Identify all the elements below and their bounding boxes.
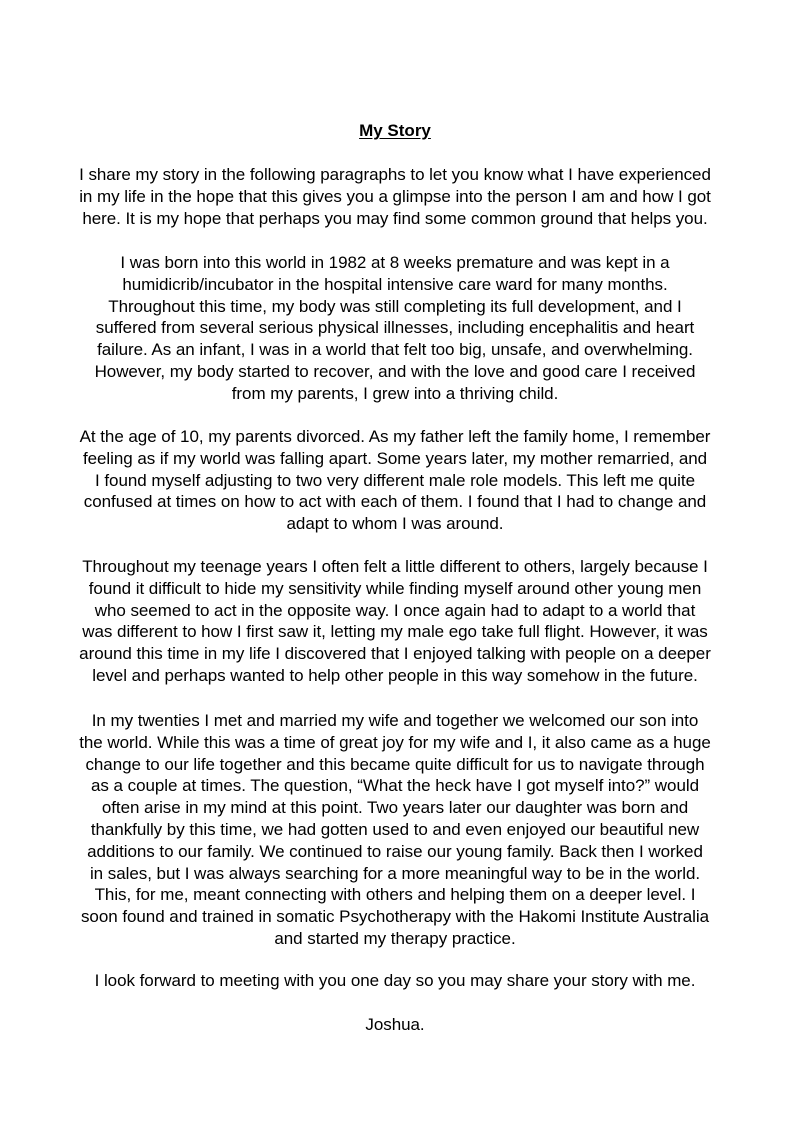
paragraph-line: However, my body started to recover, and with the love and good care I received (94, 361, 696, 381)
paragraph-line: the world. While this was a time of great joy for my wife and I, it also came as a huge (79, 732, 711, 752)
paragraph-line: change to our life together and this became quite difficult for us to navigate through (85, 754, 705, 774)
signature (20, 1014, 770, 1036)
paragraph-line: thankfully by this time, we had gotten used to and even enjoyed our beautiful new (90, 819, 700, 839)
paragraph-line: adapt to whom I was around. (286, 514, 504, 534)
paragraph-line: confused at times on how to act with each of them. I found that I had to change and (83, 492, 707, 512)
paragraph-line: additions to our family. We continued to raise our young family. Back then I worked (87, 841, 703, 861)
paragraph-line: was different to how I first saw it, letting my male ego take full flight. However, it was (82, 622, 708, 642)
paragraph-childhood (20, 426, 770, 535)
paragraph-line: This, for me, meant connecting with others and helping them on a deeper level. I (94, 885, 696, 905)
paragraph-line: I share my story in the following paragraphs to let you know what I have experienced (79, 165, 711, 184)
paragraph-line: humidicrib/incubator in the hospital intensive care ward for many months. (122, 274, 668, 294)
paragraph-line: I found myself adjusting to two very different male role models. This left me quite (95, 470, 695, 490)
paragraph-birth (20, 252, 770, 405)
paragraph-teenage (20, 556, 770, 687)
paragraph-twenties (20, 710, 770, 950)
paragraph-line: in my life in the hope that this gives you a glimpse into the person I am and how I got (79, 186, 711, 206)
paragraph-line: in sales, but I was always searching for a more meaningful way to be in the world. (89, 863, 701, 883)
paragraph-line: I was born into this world in 1982 at 8 weeks premature and was kept in a (120, 253, 670, 272)
paragraph-line: In my twenties I met and married my wife and together we welcomed our son into (91, 711, 699, 730)
paragraph-line: Throughout my teenage years I often felt a little different to others, largely because I (82, 557, 708, 576)
paragraph-line: as a couple at times. The question, “What the heck have I got myself into?” would (91, 776, 699, 796)
paragraph-line: failure. As an infant, I was in a world that felt too big, unsafe, and overwhelming. (97, 340, 693, 360)
paragraph-closing (20, 970, 770, 992)
paragraph-line: feeling as if my world was falling apart. Some years later, my mother remarried, and (82, 448, 708, 468)
paragraph-line: and started my therapy practice. (274, 928, 516, 948)
paragraph-line: here. It is my hope that perhaps you may find some common ground that helps you. (82, 208, 708, 228)
paragraph-line: level and perhaps wanted to help other people in this way somehow in the future. (92, 665, 698, 685)
paragraph-line: around this time in my life I discovered that I enjoyed talking with people on a deeper (79, 644, 711, 664)
paragraph-line: soon found and trained in somatic Psychotherapy with the Hakomi Institute Australia (80, 907, 710, 927)
paragraph-line: often arise in my mind at this point. Two years later our daughter was born and (101, 798, 689, 818)
paragraph-line: suffered from several serious physical illnesses, including encephalitis and heart (95, 318, 695, 338)
paragraph-intro (20, 164, 770, 229)
paragraph-line: who seemed to act in the opposite way. I once again had to adapt to a world that (94, 600, 696, 620)
paragraph-line: from my parents, I grew into a thriving child. (231, 383, 559, 403)
page-title: My Story (359, 121, 431, 140)
paragraph-line: found it difficult to hide my sensitivity while finding myself around other young men (88, 578, 702, 598)
paragraph-line: I look forward to meeting with you one day so you may share your story with me. (94, 971, 696, 990)
paragraph-line: Throughout this time, my body was still completing its full development, and I (108, 296, 682, 316)
signature-text: Joshua. (365, 1015, 425, 1034)
paragraph-line: At the age of 10, my parents divorced. As my father left the family home, I remember (79, 427, 711, 446)
